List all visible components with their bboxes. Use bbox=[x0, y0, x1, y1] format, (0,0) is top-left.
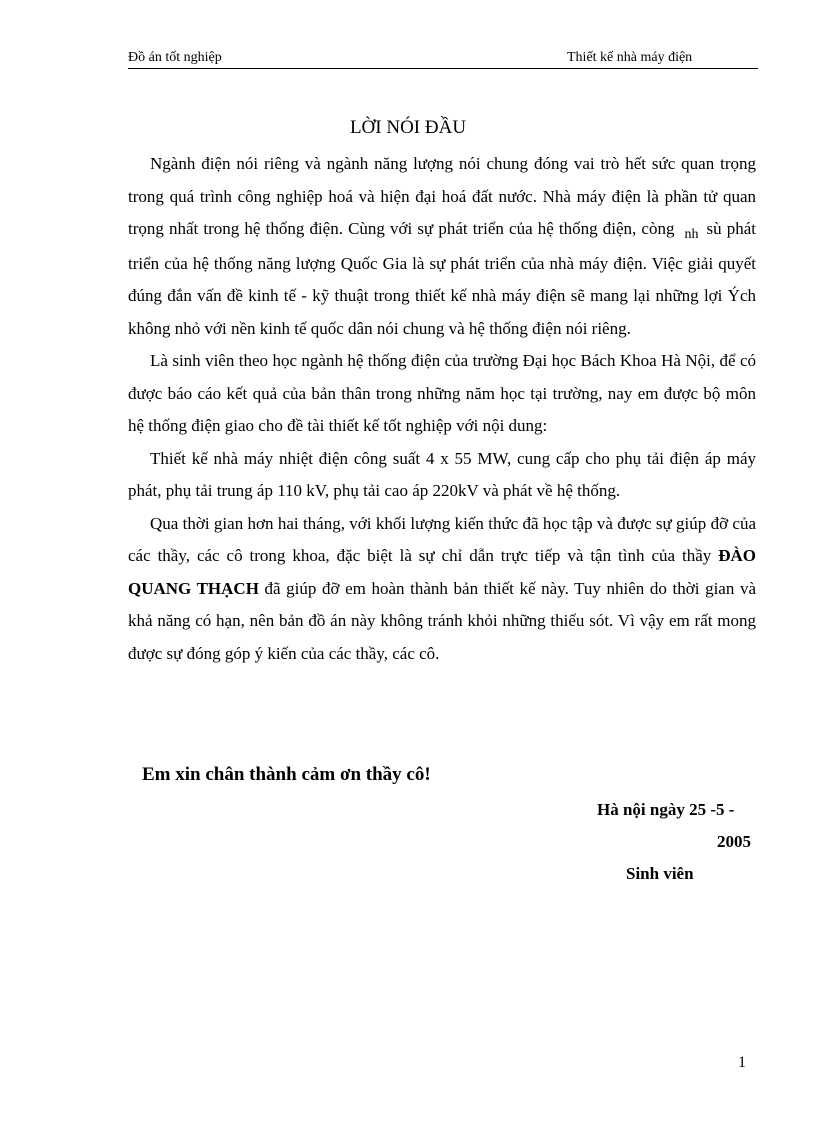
header-left-text: Đồ án tốt nghiệp bbox=[128, 50, 222, 65]
page-number: 1 bbox=[738, 1054, 746, 1071]
paragraph-1-part-a: Ngành điện nói riêng và ngành năng lượng nói chung đóng vai trò hết sức quan trọng trong quá trình công nghiệp hoá và hiện đại hoá đất nước. Nhà máy điện là phần tử quan trọng nhất trong hệ thống điện. Cùng với sự phát triển của hệ thống điện, còng bbox=[128, 154, 756, 238]
signature-place-date: Hà nội ngày 25 -5 - bbox=[597, 800, 735, 819]
document-body bbox=[128, 148, 756, 670]
paragraph-4 bbox=[128, 508, 756, 671]
paragraph-4-part-b: đã giúp đỡ em hoàn thành bản thiết kế này. Tuy nhiên do thời gian và khả năng có hạn, nên bản đồ án này không tránh khỏi những thiếu sót. Vì vậy em rất mong được sự đóng góp ý kiến của các thầy, các cô. bbox=[128, 578, 756, 663]
signature-role: Sinh viên bbox=[626, 864, 694, 883]
paragraph-1-insert: nh bbox=[684, 227, 699, 242]
paragraph-4-part-a: Qua thời gian hơn hai tháng, với khối lượng kiến thức đã học tập và được sự giúp đỡ của các thầy, các cô trong khoa, đặc biệt là sự chỉ dẫn trực tiếp và tận tình của thầy bbox=[128, 513, 756, 565]
paragraph-3: Thiết kế nhà máy nhiệt điện công suất 4 x 55 MW, cung cấp cho phụ tải điện áp máy phát, phụ tải trung áp 110 kV, phụ tải cao áp 220kV và phát về hệ thống. bbox=[128, 448, 756, 500]
document-title: LỜI NÓI ĐẦU bbox=[349, 117, 467, 138]
header-right-text: Thiết kế nhà máy điện bbox=[567, 50, 693, 65]
paragraph-2: Là sinh viên theo học ngành hệ thống điện của trường Đại học Bách Khoa Hà Nội, để có được báo cáo kết quả của bản thân trong những năm học tại trường, nay em được bộ môn hệ thống điện giao cho đề tài thiết kế tốt nghiệp với nội dung: bbox=[128, 351, 756, 435]
paragraph-1-part-b: sù phát triển của hệ thống năng lượng Quốc Gia là sự phát triển của nhà máy điện. Việc giải quyết đúng đắn vấn đề kinh tế - kỹ thuật trong thiết kế nhà máy điện sẽ mang lại những lợi Ých không nhỏ với nền kinh tế quốc dân nói chung và hệ thống điện nói riêng. bbox=[128, 219, 756, 338]
page-header bbox=[128, 48, 758, 69]
advisor-name: ĐÀO QUANG THẠCH bbox=[128, 546, 756, 598]
paragraph-1 bbox=[128, 148, 756, 345]
thanks-line: Em xin chân thành cảm ơn thầy cô! bbox=[142, 764, 431, 785]
signature-year: 2005 bbox=[717, 832, 751, 851]
